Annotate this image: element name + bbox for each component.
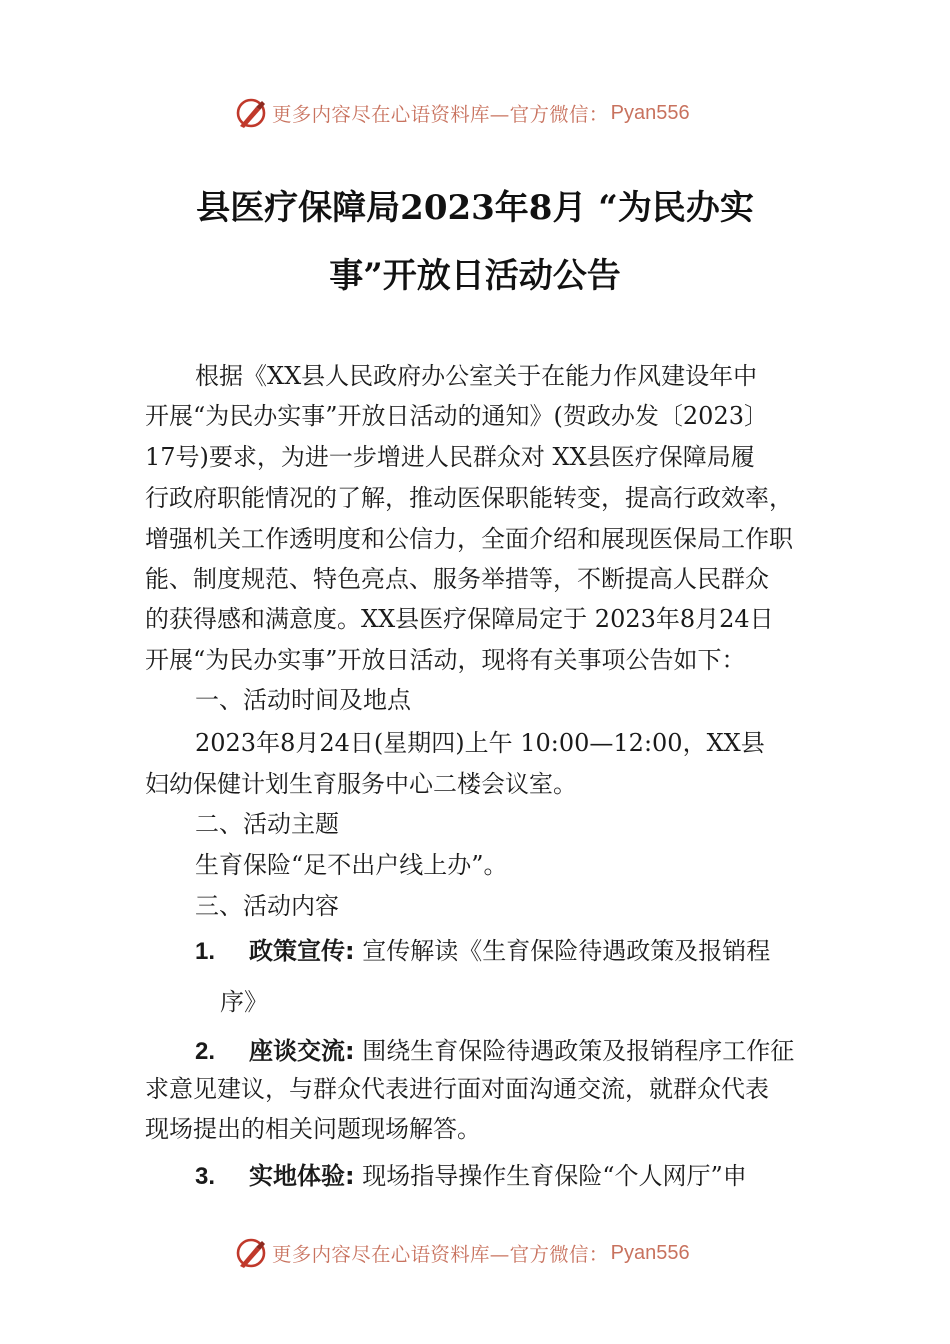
list-item-number: 1. xyxy=(195,938,216,965)
watermark-text: 更多内容尽在心语资料库—官方微信： xyxy=(272,103,609,126)
list-item-1-continuation: 序》 xyxy=(220,988,268,1016)
pen-logo-icon xyxy=(234,1236,268,1270)
body-line-8: 开展“为民办实事”开放日活动，现将有关事项公告如下： xyxy=(145,646,746,674)
section-2-heading: 二、活动主题 xyxy=(195,810,339,838)
body-line-5: 增强机关工作透明度和公信力，全面介绍和展现医保局工作职 xyxy=(145,525,793,553)
body-line-1: 根据《XX县人民政府办公室关于在能力作风建设年中 xyxy=(195,362,758,390)
list-item-text: 围绕生育保险待遇政策及报销程序工作征 xyxy=(362,1037,795,1065)
section-1-heading: 一、活动时间及地点 xyxy=(195,686,411,714)
list-item-2 xyxy=(195,1039,794,1064)
watermark-footer xyxy=(234,1236,690,1270)
document-title-line-2: 事”开放日活动公告 xyxy=(329,256,621,296)
section-3-heading: 三、活动内容 xyxy=(195,892,339,920)
pen-logo-icon xyxy=(234,96,268,130)
watermark-wechat: Pyan556 xyxy=(610,1241,690,1264)
list-item-text: 宣传解读《生育保险待遇政策及报销程 xyxy=(362,937,771,965)
document-title-line-1: 县医疗保障局2023年8月 “为民办实 xyxy=(196,188,754,228)
body-line-7: 的获得感和满意度。XX县医疗保障局定于 2023年8月24日 xyxy=(145,605,774,633)
body-line-4: 行政府职能情况的了解，推动医保职能转变，提高行政效率， xyxy=(145,484,793,512)
list-item-label: 实地体验: xyxy=(249,1162,355,1190)
body-line-2: 开展“为民办实事”开放日活动的通知》(贺政办发〔2023〕 xyxy=(145,402,768,430)
list-item-label: 政策宣传: xyxy=(249,937,355,965)
list-item-3 xyxy=(195,1164,747,1189)
watermark-wechat: Pyan556 xyxy=(610,101,690,124)
section-1-line-2: 妇幼保健计划生育服务中心二楼会议室。 xyxy=(145,770,577,798)
list-item-1 xyxy=(195,939,770,964)
section-1-line-1: 2023年8月24日(星期四)上午 10:00—12:00，XX县 xyxy=(195,729,765,757)
list-item-label: 座谈交流: xyxy=(249,1037,355,1065)
list-item-number: 2. xyxy=(195,1038,216,1065)
section-2-text: 生育保险“足不出户线上办”。 xyxy=(195,851,508,879)
list-item-text: 现场指导操作生育保险“个人网厅”申 xyxy=(362,1162,747,1190)
body-line-3: 17号)要求，为进一步增进人民群众对 XX县医疗保障局履 xyxy=(145,443,755,471)
list-item-number: 3. xyxy=(195,1163,216,1190)
list-item-2-continuation-1: 求意见建议，与群众代表进行面对面沟通交流，就群众代表 xyxy=(145,1075,769,1103)
watermark-header xyxy=(234,96,690,130)
body-line-6: 能、制度规范、特色亮点、服务举措等，不断提高人民群众 xyxy=(145,565,769,593)
watermark-text: 更多内容尽在心语资料库—官方微信： xyxy=(272,1243,609,1266)
list-item-2-continuation-2: 现场提出的相关问题现场解答。 xyxy=(145,1115,481,1143)
